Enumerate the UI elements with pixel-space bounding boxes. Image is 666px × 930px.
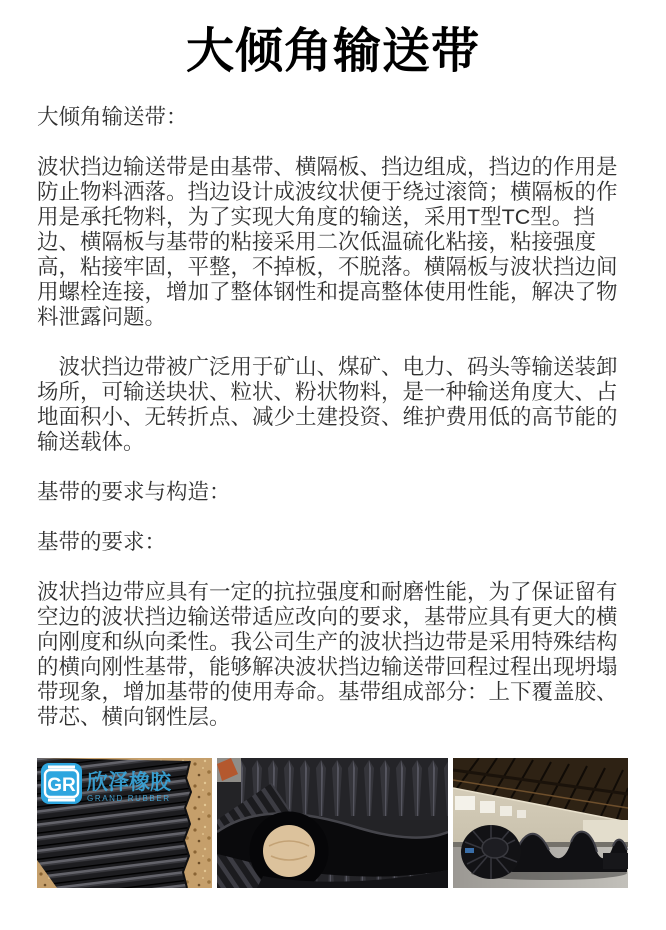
paragraph-applications: 波状挡边带被广泛用于矿山、煤矿、电力、码头等输送装卸场所，可输送块状、粒状、粉状物料，是一种输送角度大、占地面积小、无转折点、减少土建投资、维护费用低的高节能的输送载体。 xyxy=(37,355,618,454)
paragraph-base-belt-detail: 波状挡边带应具有一定的抗拉强度和耐磨性能，为了保证留有空边的波状挡边输送带适应改向的要求，基带应具有更大的横向刚度和纵向柔性。我公司生产的波状挡边带是采用特殊结构的横向刚性基带，能够解决波状挡边输送带回程过程出现坍塌带现象，增加基带的使用寿命。基带组成部分：上下覆盖胶、带芯、横向钢性层。 xyxy=(37,580,618,729)
product-photo-coiled xyxy=(217,758,448,888)
warehouse-belts-photo xyxy=(453,758,628,888)
brand-monogram: GR xyxy=(47,775,76,796)
product-photo-closeup xyxy=(37,758,212,888)
paragraph-intro-label: 大倾角输送带： xyxy=(37,105,188,129)
page-title: 大倾角输送带 xyxy=(185,25,480,78)
coiled-belt-photo xyxy=(217,758,448,888)
sidewall-belt-closeup-photo xyxy=(37,758,212,888)
product-photo-warehouse xyxy=(453,758,628,888)
paragraph-composition: 波状挡边输送带是由基带、横隔板、挡边组成，挡边的作用是防止物料洒落。挡边设计成波纹状便于绕过滚筒；横隔板的作用是承托物料，为了实现大角度的输送，采用T型TC型。挡边、横隔板与基带的粘接采用二次低温硫化粘接，粘接强度高，粘接牢固，平整，不掉板，不脱落。横隔板与波状挡边间用螺栓连接，增加了整体钢性和提高整体使用性能，解决了物料泄露问题。 xyxy=(37,155,618,329)
brand-name-cn: 欣泽橡胶 xyxy=(87,771,171,794)
product-photo-gallery xyxy=(37,758,629,888)
brand-name-en: GRAND RUBBER xyxy=(87,794,171,803)
heading-base-belt-requirements: 基带的要求： xyxy=(37,530,167,554)
heading-base-belt-structure: 基带的要求与构造： xyxy=(37,480,231,504)
